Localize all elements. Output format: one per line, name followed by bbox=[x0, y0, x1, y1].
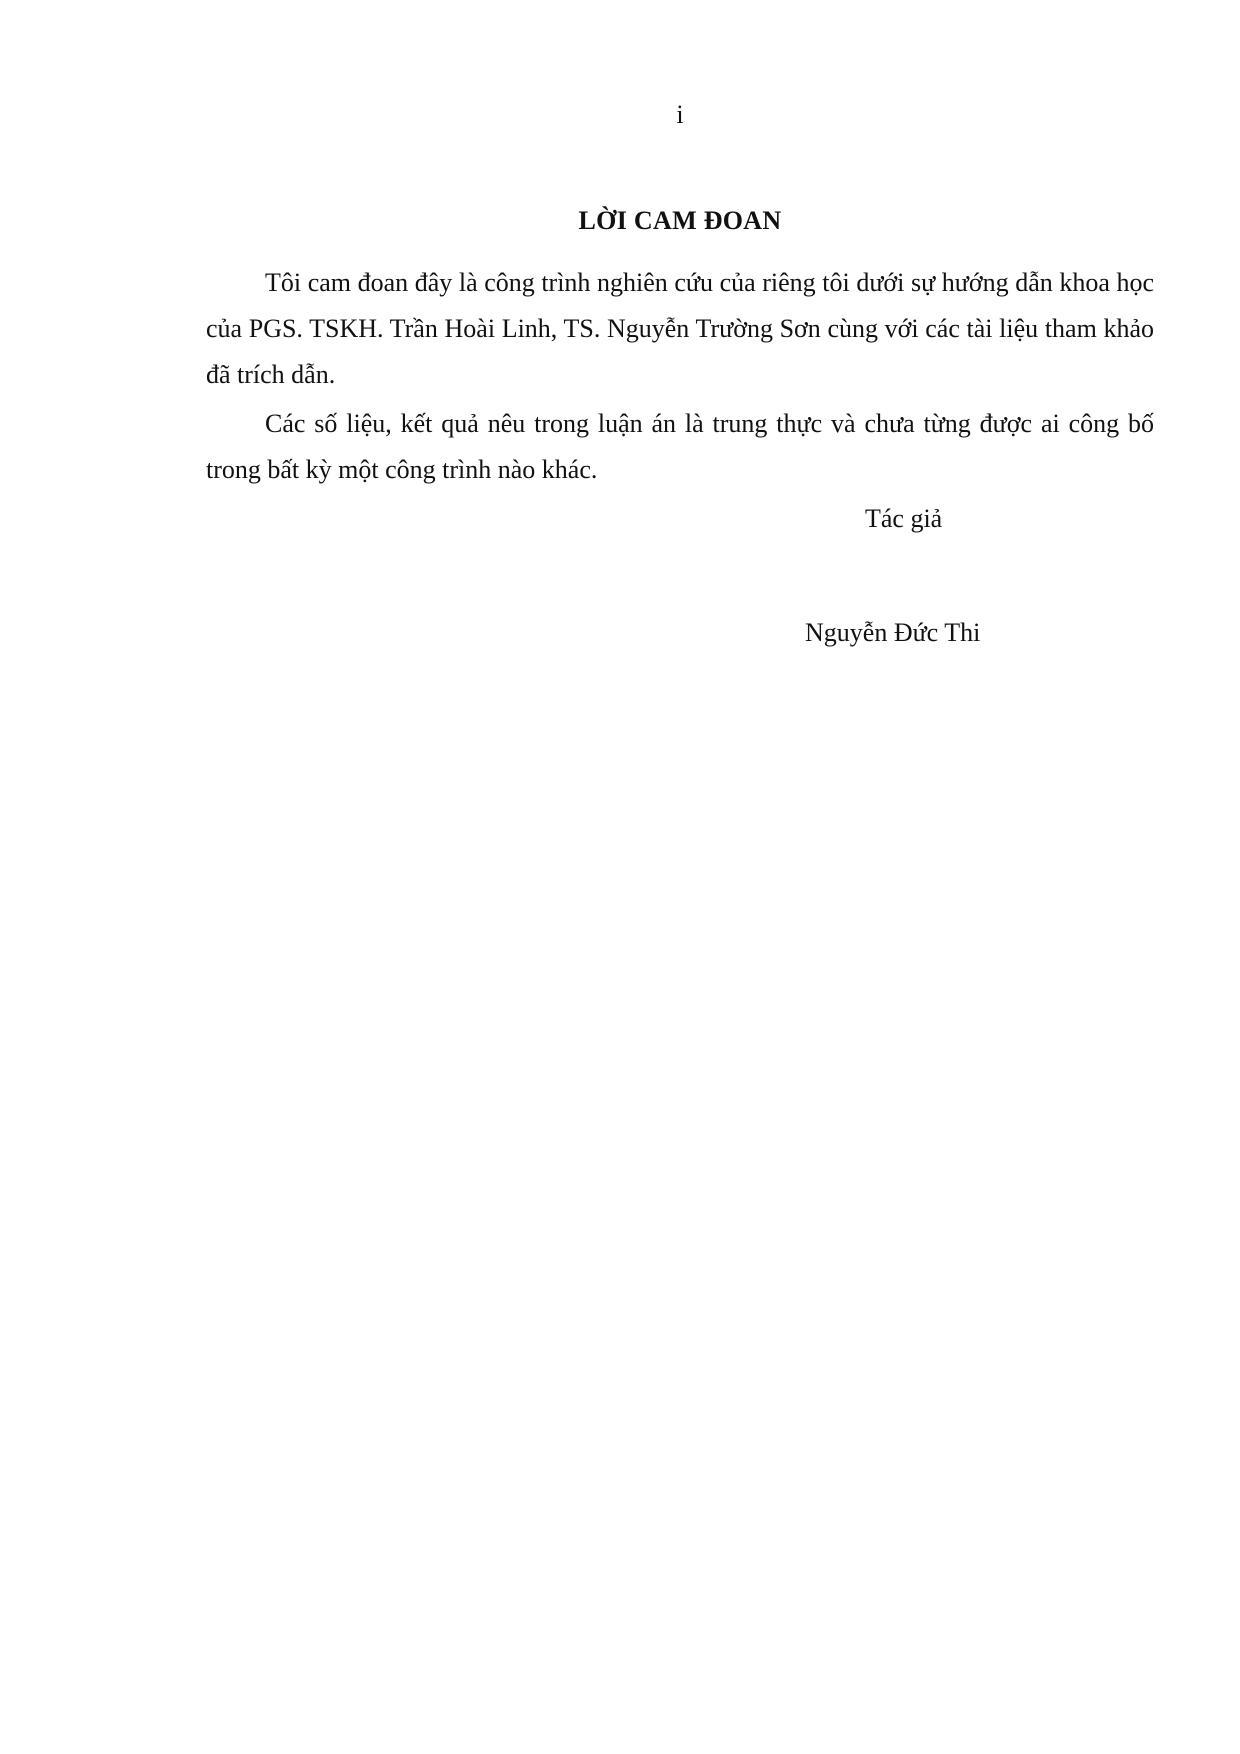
declaration-paragraph-1: Tôi cam đoan đây là công trình nghiên cứu của riêng tôi dưới sự hướng dẫn khoa học của PGS. TSKH. Trần Hoài Linh, TS. Nguyễn Trường Sơn cùng với các tài liệu tham khảo đã trích dẫn. bbox=[206, 268, 1154, 389]
declaration-paragraph-2: Các số liệu, kết quả nêu trong luận án là trung thực và chưa từng được ai công bố trong bất kỳ một công trình nào khác. bbox=[206, 409, 1154, 484]
signature-name: Nguyễn Đức Thi bbox=[805, 618, 981, 647]
page-title: LỜI CAM ĐOAN bbox=[578, 206, 782, 235]
signature-role: Tác giả bbox=[865, 504, 943, 533]
page-number: i bbox=[676, 100, 684, 129]
declaration-body bbox=[206, 260, 1154, 496]
